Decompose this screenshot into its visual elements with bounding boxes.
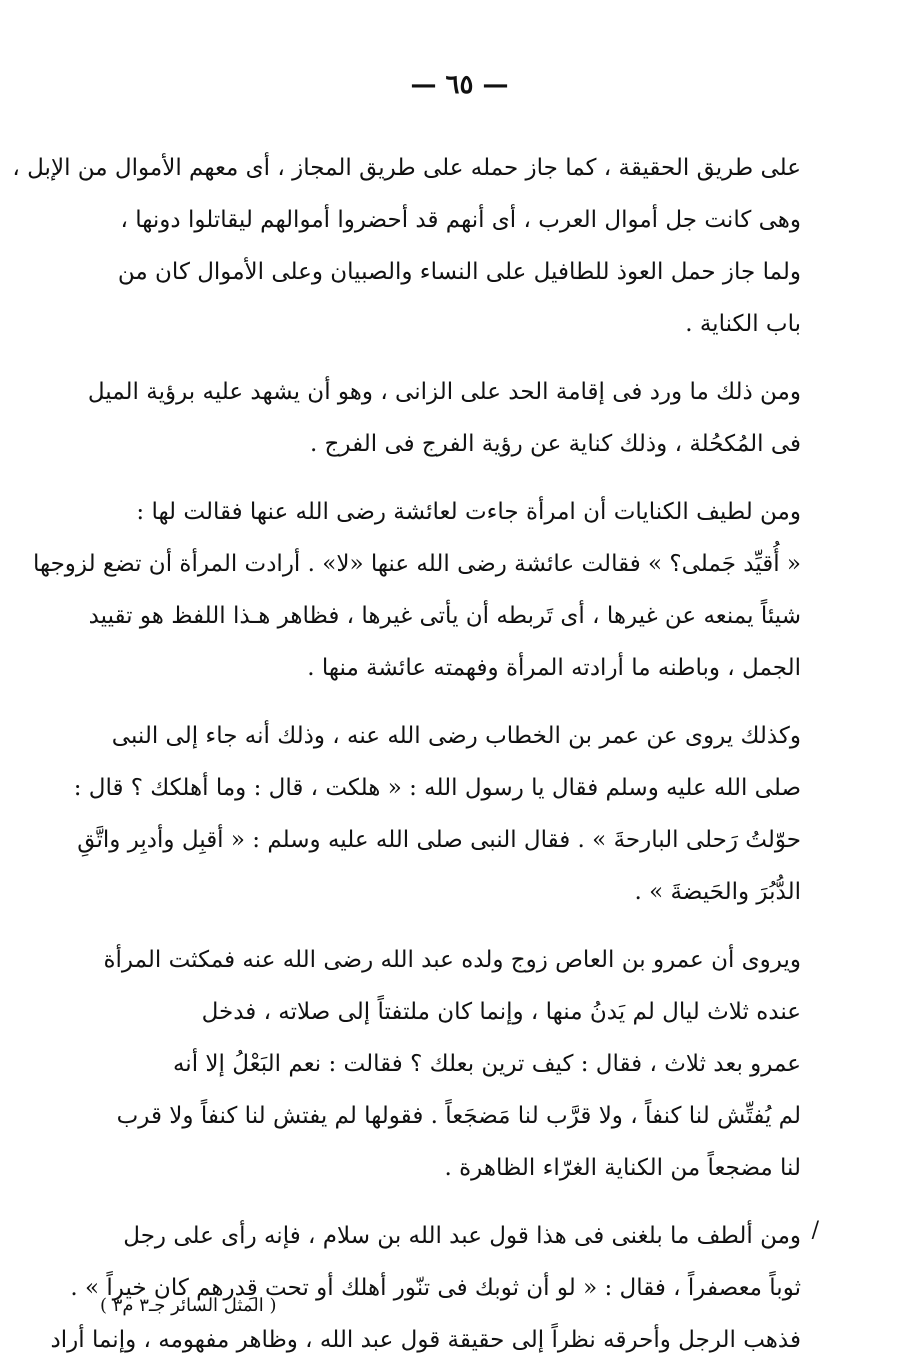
text-line: وهى كانت جل أموال العرب ، أى أنهم قد أحضروا أموالهم ليقاتلوا دونها ، xyxy=(120,207,801,233)
text-line: فى المُكحُلة ، وذلك كناية عن رؤية الفرج فى الفرج . xyxy=(309,431,801,457)
paragraph xyxy=(50,1210,801,1366)
text-line: حوّلتُ رَحلى البارحةَ » . فقال النبى صلى الله عليه وسلم : « أقبِل وأدبِر واتَّقِ xyxy=(77,827,801,853)
text-line: ومن لطيف الكنايات أن امرأة جاءت لعائشة رضى الله عنها فقالت لها : xyxy=(136,499,801,525)
text-line: باب الكناية . xyxy=(685,311,801,337)
paragraph xyxy=(12,142,801,350)
text-line: الدُّبُرَ والحَيضةَ » . xyxy=(634,879,801,905)
text-line: عمرو بعد ثلاث ، فقال : كيف ترين بعلك ؟ فقالت : نعم البَعْلُ إلا أنه xyxy=(172,1051,801,1077)
body-text xyxy=(12,142,801,1366)
text-line: شيئاً يمنعه عن غيرها ، أى تَربطه أن يأتى غيرها ، فظاهر هـذا اللفظ هو تقييد xyxy=(88,603,801,629)
page-number: — ٦٥ — xyxy=(410,70,509,100)
text-line: ويروى أن عمرو بن العاص زوج ولده عبد الله رضى الله عنه فمكثت المرأة xyxy=(103,947,801,973)
text-line: ولما جاز حمل العوذ للطافيل على النساء والصبيان وعلى الأموال كان من xyxy=(117,259,801,285)
text-line: لنا مضجعاً من الكناية الغرّاء الظاهرة . xyxy=(444,1155,801,1181)
text-line: عنده ثلاث ليال لم يَدنُ منها ، وإنما كان ملتفتاً إلى صلاته ، فدخل xyxy=(201,999,801,1025)
text-line: الجمل ، وباطنه ما أرادته المرأة وفهمته عائشة منها . xyxy=(307,655,801,681)
text-line: « أُقيِّد جَملى؟ » فقالت عائشة رضى الله عنها «لا» . أرادت المرأة أن تضع لزوجها xyxy=(32,551,801,577)
paragraph xyxy=(87,366,801,470)
text-line: ثوباً معصفراً ، فقال : « لو أن ثوبك فى تنّور أهلك أو تحت قِدرهم كان خيراً » . xyxy=(70,1275,801,1301)
text-line: لم يُفتِّش لنا كنفاً ، ولا قرَّب لنا مَضجَعاً . فقولها لم يفتش لنا كنفاً ولا قرب xyxy=(116,1103,801,1129)
paragraph xyxy=(73,710,801,918)
margin-mark: / xyxy=(811,1218,819,1243)
text-line: صلى الله عليه وسلم فقال يا رسول الله : « هلكت ، قال : وما أهلكك ؟ قال : xyxy=(73,775,801,801)
text-line: على طريق الحقيقة ، كما جاز حمله على طريق المجاز ، أى معهم الأموال من الإبل ، xyxy=(12,155,801,181)
paragraph xyxy=(103,934,801,1194)
text-line: فذهب الرجل وأحرقه نظراً إلى حقيقة قول عبد الله ، وظاهر مفهومه ، وإنما أراد xyxy=(50,1327,801,1353)
text-line: ومن ذلك ما ورد فى إقامة الحد على الزانى ، وهو أن يشهد عليه برؤية الميل xyxy=(87,379,801,405)
footer-source-note: ( المثل السائر جـ٣ م٣ ) xyxy=(100,1295,277,1316)
text-line: ومن ألطف ما بلغنى فى هذا قول عبد الله بن سلام ، فإنه رأى على رجل xyxy=(123,1223,801,1249)
paragraph xyxy=(32,486,801,694)
text-line: وكذلك يروى عن عمر بن الخطاب رضى الله عنه ، وذلك أنه جاء إلى النبى xyxy=(111,723,801,749)
